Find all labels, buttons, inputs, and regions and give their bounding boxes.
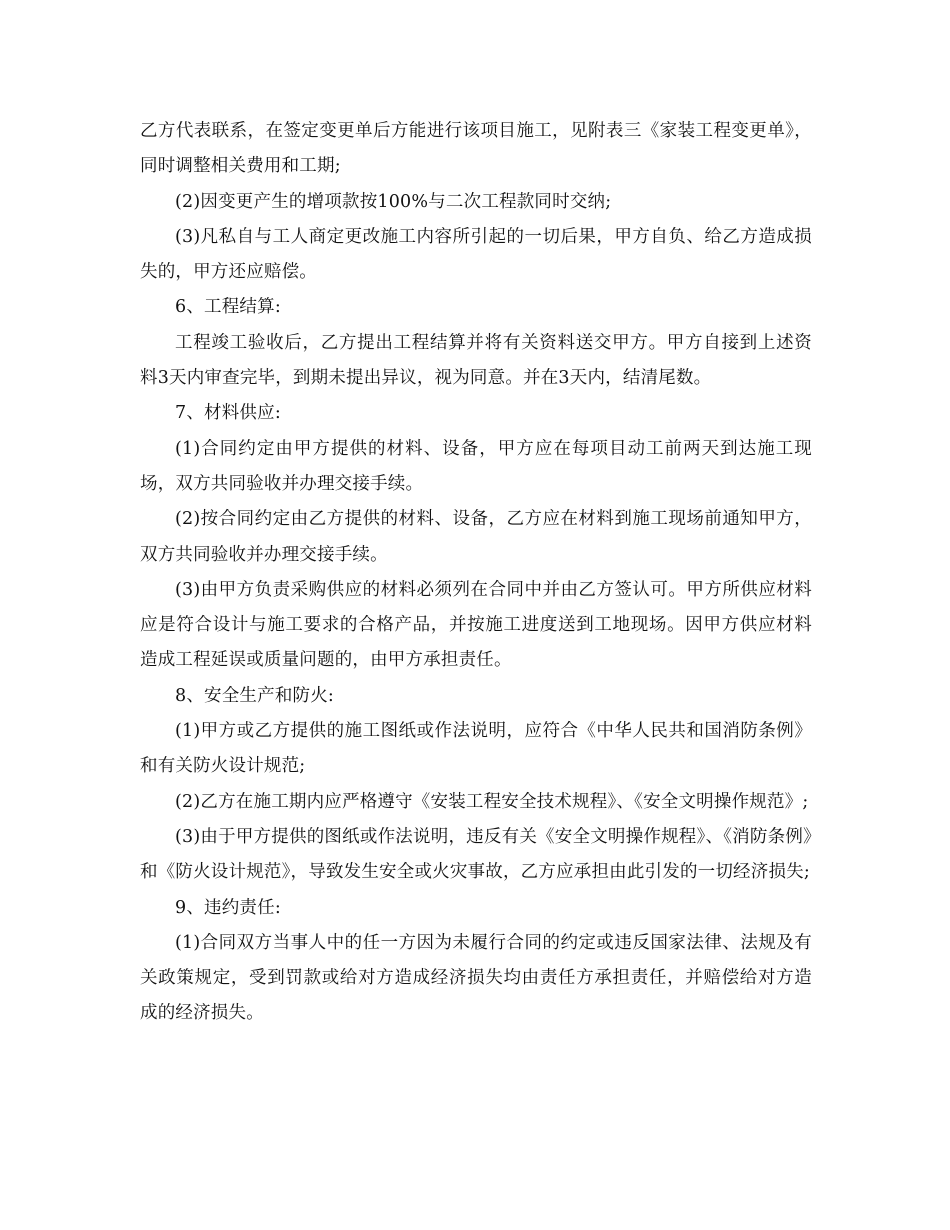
paragraph-private-change: (3)凡私自与工人商定更改施工内容所引起的一切后果，甲方自负、给乙方造成损失的，甲方还应赔偿。	[140, 226, 812, 283]
section-heading-safety: 8、安全生产和防火:	[175, 685, 335, 706]
paragraph-safety-rules: (2)乙方在施工期内应严格遵守《安装工程安全技术规程》、《安全文明操作规范》;	[175, 791, 809, 812]
paragraph-materials-procurement: (3)由甲方负责采购供应的材料必须列在合同中并由乙方签认可。甲方所供应材料应是符合设计与施工要求的合格产品，并按施工进度送到工地现场。因甲方供应材料造成工程延误或质量问题的，由甲方承担责任。	[140, 579, 812, 671]
paragraph-materials-party-a: (1)合同约定由甲方提供的材料、设备，甲方应在每项目动工前两天到达施工现场，双方共同验收并办理交接手续。	[140, 438, 812, 494]
section-heading-settlement: 6、工程结算:	[175, 297, 281, 318]
paragraph-materials-party-b: (2)按合同约定由乙方提供的材料、设备，乙方应在材料到施工现场前通知甲方，双方共同验收并办理交接手续。	[140, 509, 812, 565]
document-body	[140, 114, 812, 1032]
paragraph-change-order: 乙方代表联系，在签定变更单后方能进行该项目施工，见附表三《家装工程变更单》，同时调整相关费用和工期;	[140, 121, 812, 177]
paragraph-change-payment: (2)因变更产生的增项款按100%与二次工程款同时交纳;	[175, 191, 612, 212]
section-heading-materials: 7、材料供应:	[175, 403, 281, 424]
paragraph-safety-drawings: (1)甲方或乙方提供的施工图纸或作法说明，应符合《中华人民共和国消防条例》和有关防火设计规范;	[140, 721, 812, 777]
section-heading-breach: 9、违约责任:	[175, 897, 281, 918]
paragraph-settlement: 工程竣工验收后，乙方提出工程结算并将有关资料送交甲方。甲方自接到上述资料3天内审查完毕，到期未提出异议，视为同意。并在3天内，结清尾数。	[140, 332, 812, 389]
paragraph-breach-liability: (1)合同双方当事人中的任一方因为未履行合同的约定或违反国家法律、法规及有关政策规定，受到罚款或给对方造成经济损失均由责任方承担责任，并赔偿给对方造成的经济损失。	[140, 932, 812, 1024]
paragraph-safety-liability: (3)由于甲方提供的图纸或作法说明，违反有关《安全文明操作规程》、《消防条例》和《防火设计规范》，导致发生安全或火灾事故，乙方应承担由此引发的一切经济损失;	[140, 826, 812, 883]
